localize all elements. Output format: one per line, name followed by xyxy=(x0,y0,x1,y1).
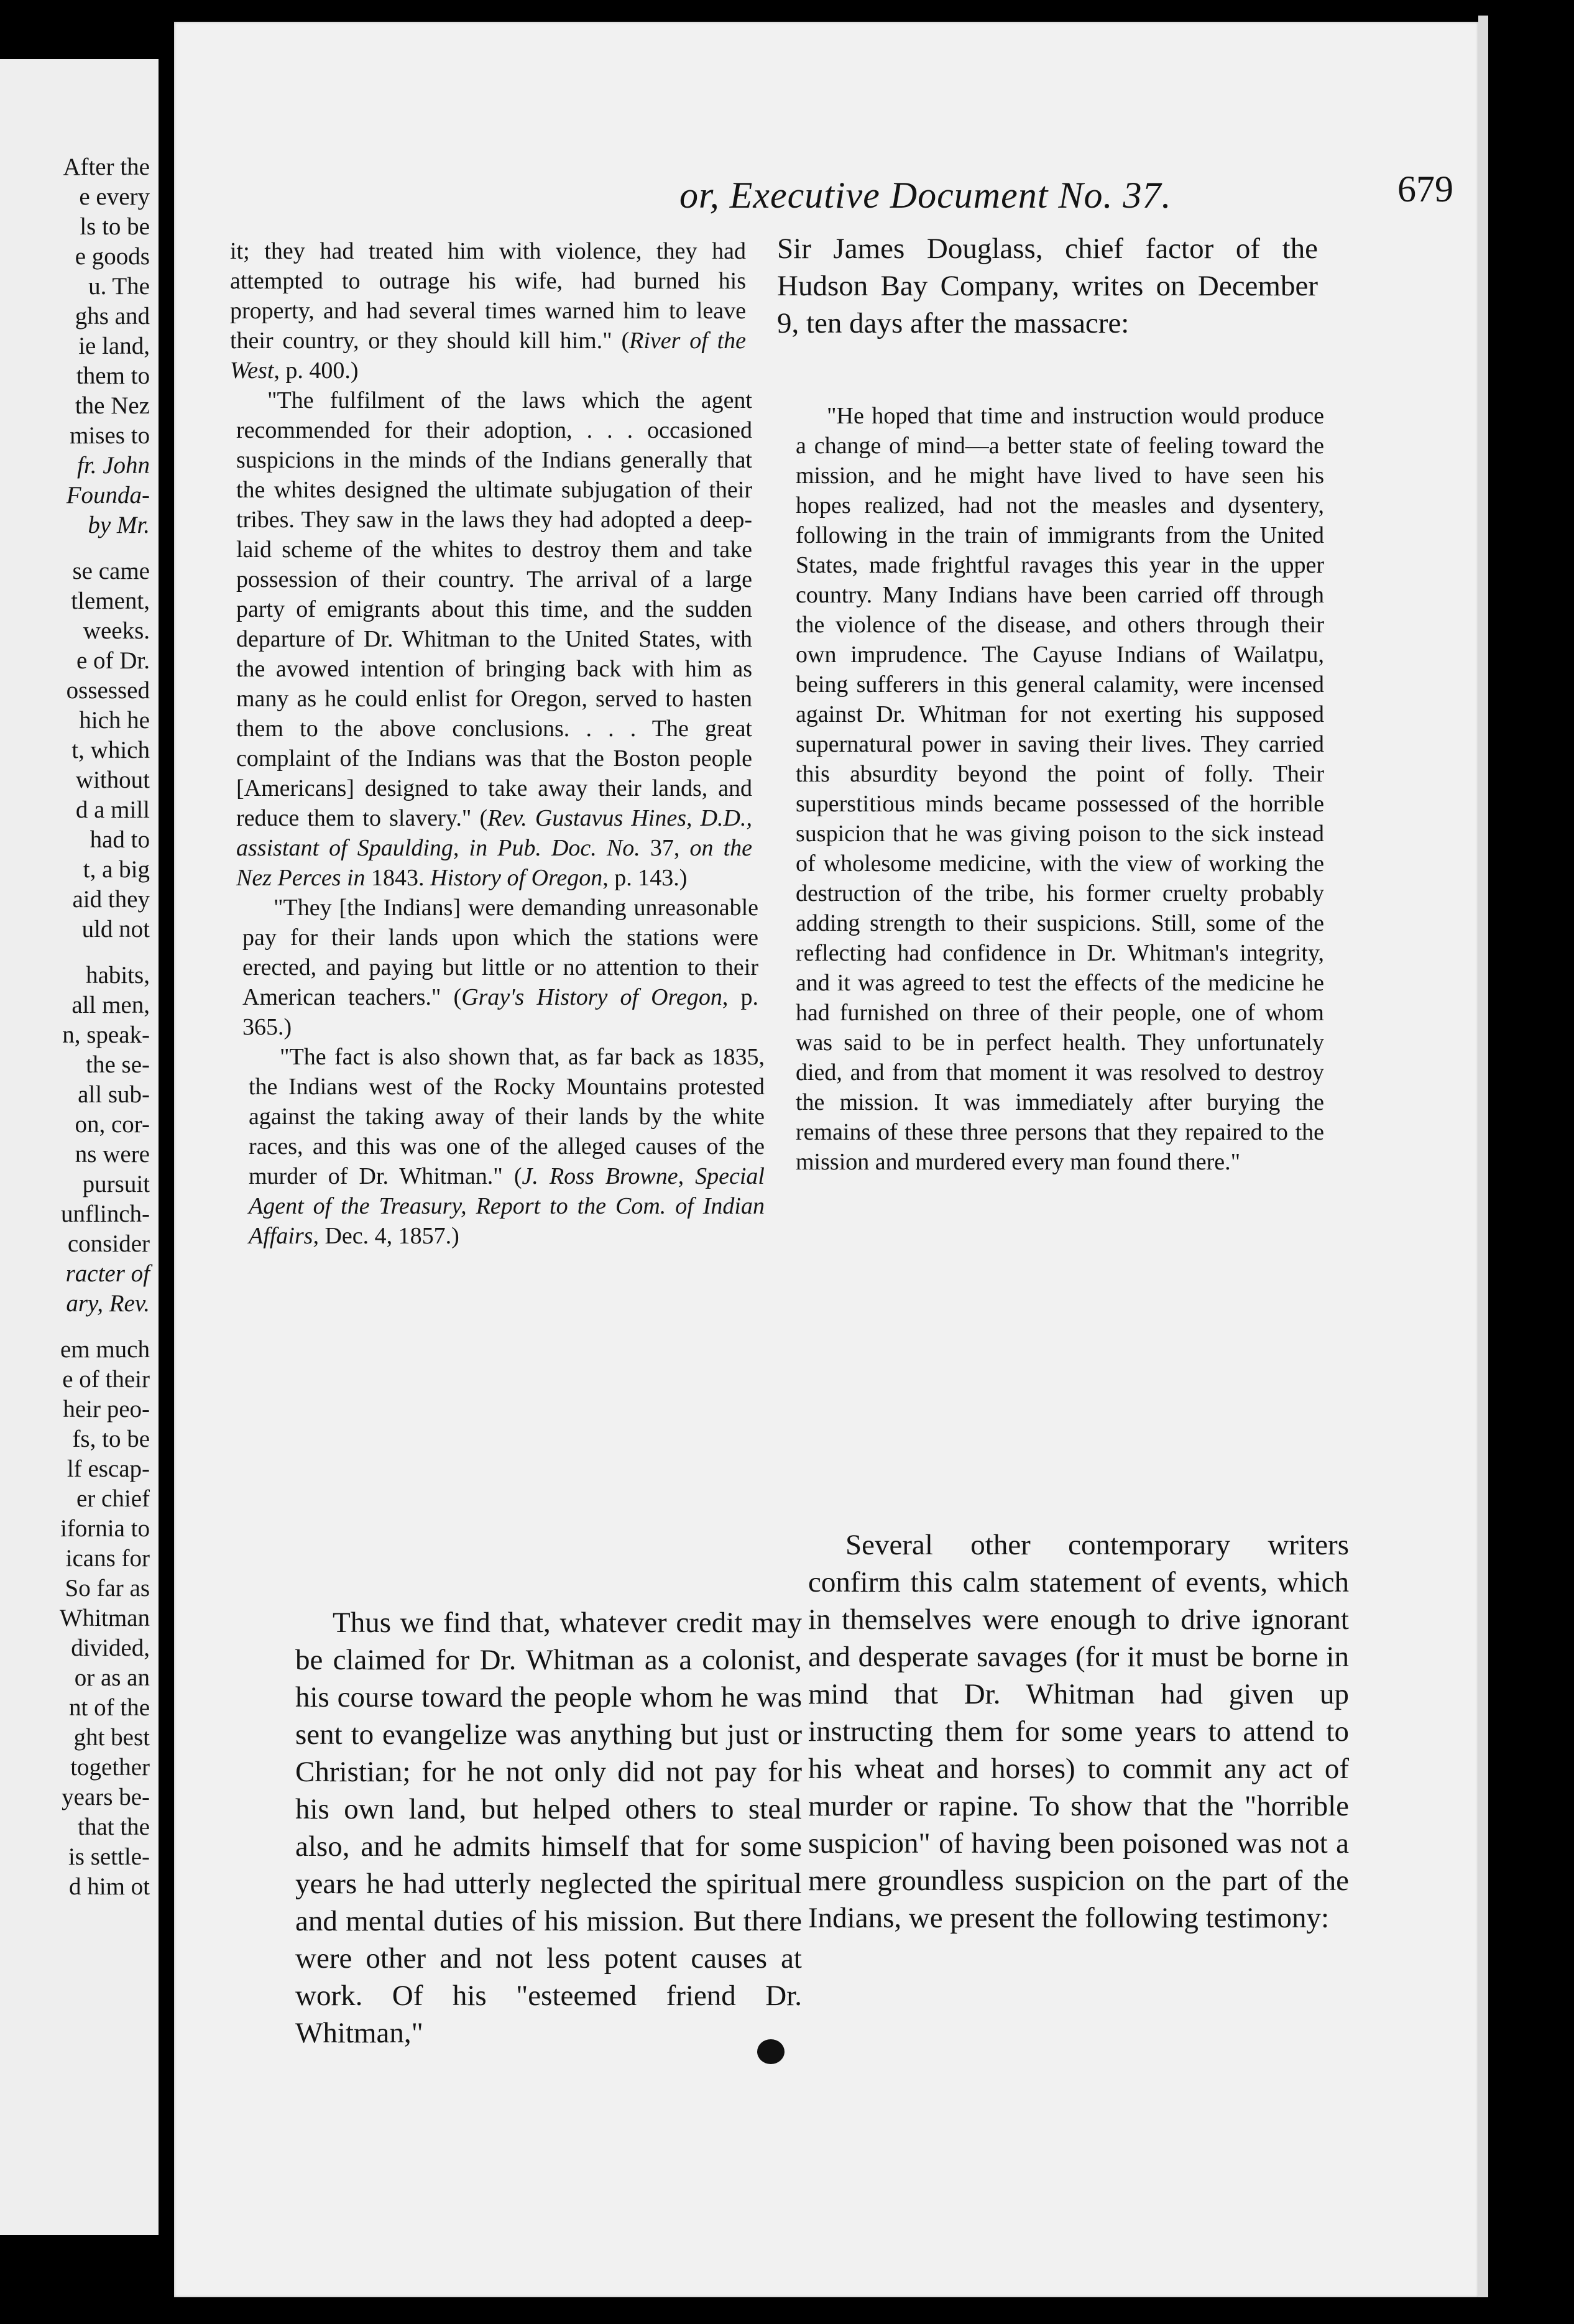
fragment-line: years be- xyxy=(62,1784,150,1810)
fragment-line: d a mill xyxy=(75,796,150,823)
fragment-line: racter of xyxy=(65,1260,150,1287)
fragment-line: consider xyxy=(67,1230,150,1257)
citation: Gray's History of Oregon xyxy=(461,984,722,1010)
citation: History of Oregon xyxy=(430,865,603,891)
fragment-line: mises to xyxy=(70,422,150,449)
fragment-line: them to xyxy=(76,362,150,389)
fragment-line: lf escap- xyxy=(67,1455,150,1482)
running-head: or, Executive Document No. 37. xyxy=(679,175,1172,216)
citation-end: , p. 143.) xyxy=(602,865,688,891)
fragment-line: all men, xyxy=(71,992,150,1018)
fragment-line: e every xyxy=(79,183,150,210)
fragment-line: icans for xyxy=(65,1545,150,1572)
fragment-line: unflinch- xyxy=(61,1201,150,1227)
fragment-line: habits, xyxy=(86,962,150,989)
fragment-line: without xyxy=(75,767,150,793)
fragment-line: e goods xyxy=(75,243,150,270)
fragment-line: divided, xyxy=(71,1635,150,1661)
fragment-line: the se- xyxy=(86,1051,150,1078)
fragment-line: d him ot xyxy=(68,1873,150,1900)
fragment-line: by Mr. xyxy=(88,512,150,538)
fragment-line: is settle- xyxy=(68,1843,150,1870)
citation: River of the West xyxy=(230,328,747,384)
fragment-line: e of Dr. xyxy=(76,647,150,674)
fragment-line: on, cor- xyxy=(75,1111,150,1138)
fragment-line: em much xyxy=(60,1336,150,1363)
paragraph-browne-quote xyxy=(249,1042,765,1251)
fragment-line: ifornia to xyxy=(60,1515,150,1542)
citation: J. Ross Browne, Special Agent of the Treasury, Report to the Com. of Indian Affairs, xyxy=(249,1163,765,1249)
fragment-line: fr. John xyxy=(77,452,150,479)
fragment-line: er chief xyxy=(76,1485,150,1512)
previous-page-fragment xyxy=(0,59,159,2235)
fragment-line: t, a big xyxy=(83,856,150,883)
fragment-line: or as an xyxy=(74,1664,150,1691)
citation: Rev. Gustavus Hines, D.D., assistant of Spaulding, in Pub. Doc. No. xyxy=(236,805,752,861)
fragment-line: After the xyxy=(63,154,150,180)
fragment-line: aid they xyxy=(72,886,150,913)
citation-end: , p. 400.) xyxy=(274,357,359,384)
fragment-line: ght best xyxy=(73,1724,150,1751)
fragment-line: e of their xyxy=(62,1366,150,1393)
fragment-line: u. The xyxy=(88,273,150,300)
fragment-line: uld not xyxy=(81,916,150,943)
quote-text: "They [the Indians] were demanding unreasonable pay for their lands upon which the stations were erected, and paying but little or no attention to their American teachers." ( xyxy=(242,895,758,1010)
quote-text: "The fact is also shown that, as far back as 1835, the Indians west of the Rocky Mountains protested against the taking away of their lands by the white races, and this was one of the alleged causes of the murder of Dr. Whitman." ( xyxy=(249,1044,765,1189)
fragment-line: ie land, xyxy=(78,333,150,359)
citation-end: Dec. 4, 1857.) xyxy=(318,1223,459,1249)
fragment-line: ls to be xyxy=(80,213,150,240)
fragment-line: fs, to be xyxy=(72,1426,150,1452)
paragraph-several-writers: Several other contemporary writers confirm this calm statement of events, which in themselves were enough to drive ignorant and desperate savages (for it must be borne in mind that Dr. Whitman had given up instructing them for some years to attend to his wheat and horses) to commit any act of murder or rapine. To show that the "horrible suspicion" of having been poisoned was not a mere groundless suspicion on the part of the Indians, we present the following testimony: xyxy=(808,1529,1349,1934)
fragment-line: ns were xyxy=(75,1141,150,1168)
fragment-line: that the xyxy=(78,1814,150,1840)
left-column xyxy=(230,236,777,1251)
paragraph-continued-quote xyxy=(230,236,746,385)
fragment-line: So far as xyxy=(65,1575,150,1602)
paragraph-thus-we-find: Thus we find that, whatever credit may be claimed for Dr. Whitman as a colonist, his course toward the people whom he was sent to evangelize was anything but just or Christian; for he not only did not pay for his own land, but helped others to steal also, and he admits himself that for some years he had utterly neglected the spiritual and mental duties of his mission. But there were other and not less potent causes at work. Of his "esteemed friend Dr. Whitman," xyxy=(295,1607,802,2049)
fragment-line: together xyxy=(70,1754,150,1781)
fragment-line: t, which xyxy=(71,737,150,763)
paragraph-douglass-intro: Sir James Douglass, chief factor of the Hudson Bay Company, writes on December 9, ten days after the massacre: xyxy=(777,233,1318,339)
quote-text: it; they had treated him with violence, they had attempted to outrage his wife, had burned his property, and had several times warned him to leave their country, or they should kill him." ( xyxy=(230,238,746,354)
citation-part: 37, xyxy=(640,835,690,861)
fragment-line: ary, Rev. xyxy=(66,1290,150,1317)
paragraph-douglass-quote: "He hoped that time and instruction would produce a change of mind—a better state of feeling toward the mission, and he might have lived to have seen his hopes realized, had not the measles and dysentery, following in the train of immigrants from the United States, made frightful ravages this year in the upper country. Many Indians have been carried off through the violence of the disease, and others through their own imprudence. The Cayuse Indians of Wailatpu, being sufferers in this general calamity, were incensed against Dr. Whitman for not exerting his supposed supernatural power in saving their lives. They carried this absurdity beyond the point of folly. Their superstitious minds became possessed of the horrible suspicion that he was giving poison to the sick instead of wholesome medicine, with the view of working the destruction of the tribe, his former cruelty probably adding strength to their suspicions. Still, some of the reflecting had confidence in Dr. Whitman's integrity, and it was agreed to test the effects of the medicine he had furnished on three of their people, one of whom was said to be in perfect health. They unfortunately died, and from that moment it was resolved to destroy the mission. It was immediately after burying the remains of these three persons that they repaired to the mission and murdered every man found there." xyxy=(796,403,1324,1175)
paragraph-gray-quote xyxy=(242,893,758,1042)
citation-end: , p. 365.) xyxy=(242,984,758,1040)
fragment-line: had to xyxy=(90,826,150,853)
fragment-line: the Nez xyxy=(75,392,150,419)
fragment-line: all sub- xyxy=(78,1081,150,1108)
page xyxy=(174,22,1478,2297)
fragment-line: heir peo- xyxy=(63,1396,150,1423)
paragraph-hines-quote xyxy=(236,385,752,893)
fragment-line: pursuit xyxy=(82,1171,150,1197)
fragment-line: n, speak- xyxy=(62,1021,150,1048)
fragment-line: weeks. xyxy=(83,617,150,644)
fragment-line: nt of the xyxy=(69,1694,150,1721)
fragment-line: Founda- xyxy=(66,482,150,509)
citation: on the Nez Perces in xyxy=(236,835,752,891)
fragment-line: se came xyxy=(72,558,150,584)
quote-text: "The fulfilment of the laws which the agent recommended for their adoption, . . . occasioned suspicions in the minds of the Indians generally that the whites designed the ultimate subjugation of their tribes. They saw in the laws they had adopted a deep-laid scheme of the whites to destroy them and take possession of their country. The arrival of a large party of emigrants about this time, and the sudden departure of Dr. Whitman to the United States, with the avowed intention of bringing back with him as many as he could enlist for Oregon, served to hasten them to the above conclusions. . . . The great complaint of the Indians was that the Boston people [Americans] designed to take away their lands, and reduce them to slavery." ( xyxy=(236,387,752,831)
ink-blot xyxy=(757,2039,785,2064)
page-edge xyxy=(1478,16,1488,2297)
fragment-line: hich he xyxy=(79,707,150,734)
fragment-line: Whitman xyxy=(59,1605,150,1631)
page-number: 679 xyxy=(1397,168,1453,210)
fragment-line: tlement, xyxy=(71,588,150,614)
citation-part: 1843. xyxy=(365,865,431,891)
fragment-line: ghs and xyxy=(75,303,150,330)
fragment-line: ossessed xyxy=(66,677,150,704)
